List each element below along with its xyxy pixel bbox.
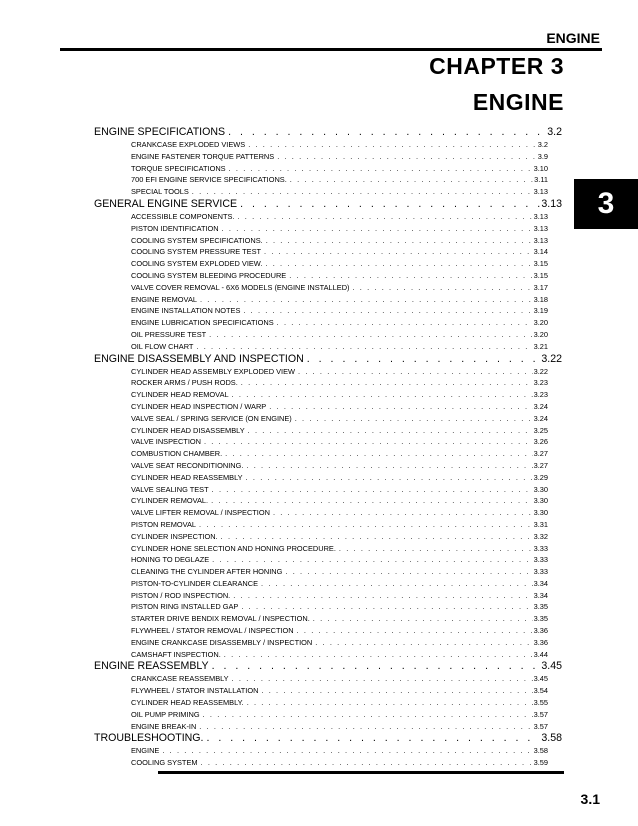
toc-entry-title: OIL PRESSURE TEST	[131, 329, 207, 339]
toc-entry[interactable]	[94, 625, 562, 637]
chapter-subtitle: ENGINE	[472, 89, 564, 115]
toc-entry-title: ENGINE	[131, 746, 160, 756]
dot-leader	[246, 460, 532, 472]
toc-entry[interactable]	[94, 294, 562, 306]
toc-entry-page: 3.15	[533, 270, 548, 280]
toc-entry[interactable]	[94, 341, 562, 353]
toc-entry[interactable]	[94, 270, 562, 282]
toc-entry-page: 3.33	[533, 567, 548, 577]
toc-entry[interactable]	[94, 174, 562, 186]
dot-leader	[277, 151, 537, 163]
toc-entry[interactable]	[94, 413, 562, 425]
dot-leader	[313, 613, 533, 625]
footer-rule	[158, 771, 564, 774]
toc-entry-page: 3.34	[533, 590, 548, 600]
toc-entry-title: CYLINDER HEAD REMOVAL	[131, 390, 229, 400]
toc-entry-page: 3.21	[533, 341, 548, 351]
toc-entry-title: CYLINDER REMOVAL.	[131, 496, 209, 506]
toc-entry-title: ENGINE INSTALLATION NOTES	[131, 306, 241, 316]
toc-entry-page: 3.25	[533, 425, 548, 435]
toc-section-page: 3.2	[547, 126, 562, 138]
toc-entry[interactable]	[94, 163, 562, 175]
dot-leader	[209, 329, 532, 341]
toc-entry-page: 3.55	[533, 698, 548, 708]
toc-entry-title: HONING TO DEGLAZE	[131, 555, 210, 565]
dot-leader	[211, 495, 533, 507]
toc-entry-title: CAMSHAFT INSPECTION.	[131, 649, 221, 659]
toc-entry-title: CYLINDER HEAD ASSEMBLY EXPLODED VIEW	[131, 366, 296, 376]
dot-leader	[225, 448, 532, 460]
toc-entry-title: 700 EFI ENGINE SERVICE SPECIFICATIONS.	[131, 175, 287, 185]
toc-entry-page: 3.24	[533, 401, 548, 411]
dot-leader	[199, 721, 532, 733]
table-of-contents	[94, 126, 562, 769]
toc-entry[interactable]	[94, 649, 562, 661]
toc-entry[interactable]	[94, 139, 562, 151]
dot-leader	[199, 519, 533, 531]
toc-entry[interactable]	[94, 685, 562, 697]
toc-entry-title: ACCESSIBLE COMPONENTS.	[131, 211, 235, 221]
toc-entry[interactable]	[94, 531, 562, 543]
toc-entry-title: CRANKCASE EXPLODED VIEWS	[131, 140, 246, 149]
toc-entry[interactable]	[94, 258, 562, 270]
dot-leader	[238, 211, 533, 223]
toc-entry-title: CYLINDER HEAD REASSEMBLY.	[131, 698, 244, 708]
toc-entry-title: ENGINE BREAK-IN	[131, 721, 197, 731]
toc-entry-page: 3.13	[533, 223, 548, 233]
toc-entry-page: 3.27	[533, 460, 548, 470]
toc-entry-title: VALVE COVER REMOVAL - 6X6 MODELS (ENGINE INSTALLED)	[131, 282, 350, 292]
toc-entry-title: CYLINDER HEAD INSPECTION / WARP	[131, 401, 267, 411]
page-number: 3.1	[580, 791, 600, 807]
dot-leader	[265, 258, 532, 270]
dot-leader	[261, 578, 533, 590]
dot-leader	[232, 389, 533, 401]
toc-entry[interactable]	[94, 305, 562, 317]
chapter-tab: 3	[574, 179, 638, 229]
dot-leader	[204, 436, 533, 448]
toc-entry-page: 3.31	[533, 519, 548, 529]
dot-leader	[212, 484, 533, 496]
dot-leader	[162, 745, 532, 757]
dot-leader	[247, 697, 533, 709]
toc-entry-title: FLYWHEEL / STATOR INSTALLATION	[131, 686, 259, 696]
toc-section[interactable]	[94, 732, 562, 745]
dot-leader	[221, 531, 533, 543]
header-rule	[60, 48, 602, 51]
dot-leader	[222, 223, 533, 235]
toc-entry-page: 3.36	[533, 626, 548, 636]
dot-leader	[192, 186, 533, 198]
toc-entry[interactable]	[94, 389, 562, 401]
toc-entry-title: VALVE SEAL / SPRING SERVICE (ON ENGINE)	[131, 413, 292, 423]
toc-entry[interactable]	[94, 613, 562, 625]
toc-section-title: ENGINE DISASSEMBLY AND INSPECTION	[94, 352, 304, 365]
toc-entry-page: 3.13	[533, 235, 548, 245]
toc-entry-page: 3.33	[533, 555, 548, 565]
toc-entry-page: 3.34	[533, 578, 548, 588]
toc-section[interactable]	[94, 353, 562, 366]
dot-leader	[277, 317, 533, 329]
toc-entry-page: 3.20	[533, 329, 548, 339]
toc-entry[interactable]	[94, 472, 562, 484]
dot-leader	[353, 282, 533, 294]
toc-entry-title: FLYWHEEL / STATOR REMOVAL / INSPECTION	[131, 626, 294, 636]
toc-entry-page: 3.36	[533, 637, 548, 647]
dot-leader	[289, 270, 532, 282]
dot-leader	[246, 472, 533, 484]
dot-leader	[261, 685, 532, 697]
dot-leader	[212, 660, 541, 673]
toc-entry-page: 3.23	[533, 378, 548, 388]
dot-leader	[273, 507, 533, 519]
toc-entry-page: 3.26	[533, 437, 548, 447]
toc-section-page: 3.58	[541, 732, 562, 745]
toc-entry-title: CYLINDER HEAD DISASSEMBLY	[131, 425, 245, 435]
toc-entry-page: 3.57	[533, 709, 548, 719]
toc-entry[interactable]	[94, 637, 562, 649]
toc-section-title: ENGINE SPECIFICATIONS	[94, 126, 226, 138]
toc-entry-title: PISTON REMOVAL	[131, 519, 197, 529]
toc-entry-page: 3.30	[533, 496, 548, 506]
toc-entry[interactable]	[94, 223, 562, 235]
dot-leader	[243, 305, 532, 317]
toc-entry-title: COOLING SYSTEM SPECIFICATIONS.	[131, 235, 263, 245]
toc-entry-title: COOLING SYSTEM BLEEDING PROCEDURE	[131, 270, 287, 280]
dot-leader	[224, 649, 533, 661]
toc-entry[interactable]	[94, 186, 562, 198]
dot-leader	[212, 554, 532, 566]
toc-entry-page: 3.17	[533, 282, 548, 292]
dot-leader	[264, 246, 533, 258]
toc-entry[interactable]	[94, 745, 562, 757]
toc-entry[interactable]	[94, 543, 562, 555]
toc-entry[interactable]	[94, 151, 562, 163]
toc-entry-title: PISTON RING INSTALLED GAP	[131, 602, 239, 612]
toc-entry[interactable]	[94, 366, 562, 378]
dot-leader	[206, 732, 540, 745]
toc-entry-title: ROCKER ARMS / PUSH RODS.	[131, 378, 238, 388]
dot-leader	[248, 139, 537, 151]
toc-entry-title: VALVE SEALING TEST	[131, 484, 209, 494]
toc-entry-title: COOLING SYSTEM EXPLODED VIEW.	[131, 259, 263, 269]
toc-entry[interactable]	[94, 673, 562, 685]
dot-leader	[290, 174, 533, 186]
toc-entry-page: 3.22	[533, 366, 548, 376]
toc-entry[interactable]	[94, 507, 562, 519]
dot-leader	[240, 198, 540, 211]
toc-entry-page: 3.15	[533, 259, 548, 269]
dot-leader	[241, 601, 532, 613]
toc-entry-page: 3.9	[537, 151, 548, 161]
toc-entry-page: 3.30	[533, 508, 548, 518]
toc-entry-page: 3.2	[537, 140, 548, 149]
toc-entry[interactable]	[94, 697, 562, 709]
chapter-title: CHAPTER 3	[429, 53, 564, 79]
toc-entry-title: ENGINE LUBRICATION SPECIFICATIONS	[131, 318, 274, 328]
toc-entry[interactable]	[94, 448, 562, 460]
toc-entry[interactable]	[94, 484, 562, 496]
toc-section-title: TROUBLESHOOTING.	[94, 732, 204, 745]
toc-entry-title: VALVE INSPECTION	[131, 437, 201, 447]
dot-leader	[297, 625, 533, 637]
toc-entry-title: OIL PUMP PRIMING	[131, 709, 200, 719]
toc-section-title: ENGINE REASSEMBLY	[94, 660, 209, 673]
toc-entry-title: ENGINE REMOVAL	[131, 294, 197, 304]
toc-entry-title: VALVE LIFTER REMOVAL / INSPECTION	[131, 508, 270, 518]
toc-entry-title: COMBUSTION CHAMBER.	[131, 449, 223, 459]
dot-leader	[201, 757, 533, 769]
toc-entry-title: COOLING SYSTEM PRESSURE TEST	[131, 247, 262, 257]
toc-entry-page: 3.57	[533, 721, 548, 731]
toc-entry-page: 3.32	[533, 531, 548, 541]
dot-leader	[196, 341, 532, 353]
dot-leader	[233, 590, 532, 602]
toc-entry-page: 3.23	[533, 390, 548, 400]
toc-section[interactable]	[94, 660, 562, 673]
toc-entry[interactable]	[94, 578, 562, 590]
toc-entry-page: 3.33	[533, 543, 548, 553]
dot-leader	[266, 235, 533, 247]
toc-entry[interactable]	[94, 554, 562, 566]
toc-entry-page: 3.29	[533, 472, 548, 482]
toc-entry-title: ENGINE FASTENER TORQUE PATTERNS	[131, 151, 275, 161]
toc-entry[interactable]	[94, 709, 562, 721]
toc-entry[interactable]	[94, 590, 562, 602]
toc-entry-page: 3.35	[533, 614, 548, 624]
toc-entry-title: COOLING SYSTEM	[131, 758, 198, 768]
toc-entry[interactable]	[94, 460, 562, 472]
toc-entry-page: 3.10	[533, 163, 548, 173]
dot-leader	[315, 637, 532, 649]
toc-entry[interactable]	[94, 377, 562, 389]
toc-entry-title: CRANKCASE REASSEMBLY	[131, 674, 229, 684]
toc-section-title: GENERAL ENGINE SERVICE	[94, 197, 238, 210]
toc-entry-page: 3.30	[533, 484, 548, 494]
toc-entry-page: 3.13	[533, 211, 548, 221]
toc-entry[interactable]	[94, 246, 562, 258]
toc-entry[interactable]	[94, 566, 562, 578]
toc-entry-title: PISTON IDENTIFICATION	[131, 223, 219, 233]
toc-entry[interactable]	[94, 317, 562, 329]
toc-entry-title: ENGINE CRANKCASE DISASSEMBLY / INSPECTION	[131, 637, 313, 647]
toc-entry-page: 3.19	[533, 306, 548, 316]
toc-entry-page: 3.59	[533, 758, 548, 768]
toc-section[interactable]	[94, 198, 562, 211]
toc-entry[interactable]	[94, 329, 562, 341]
toc-entry-page: 3.24	[533, 413, 548, 423]
dot-leader	[269, 401, 532, 413]
toc-entry-title: PISTON-TO-CYLINDER CLEARANCE	[131, 578, 259, 588]
toc-entry[interactable]	[94, 235, 562, 247]
toc-entry-title: STARTER DRIVE BENDIX REMOVAL / INSPECTION.	[131, 614, 310, 624]
dot-leader	[295, 413, 533, 425]
toc-entry-title: CLEANING THE CYLINDER AFTER HONING	[131, 567, 283, 577]
toc-section-page: 3.13	[541, 197, 562, 210]
toc-entry-title: OIL FLOW CHART	[131, 341, 194, 351]
dot-leader	[339, 543, 533, 555]
toc-entry-title: PISTON / ROD INSPECTION.	[131, 590, 231, 600]
toc-entry-title: CYLINDER HONE SELECTION AND HONING PROCEDURE.	[131, 543, 336, 553]
dot-leader	[248, 425, 533, 437]
dot-leader	[241, 377, 533, 389]
toc-entry-page: 3.44	[533, 649, 548, 659]
toc-section-page: 3.45	[541, 660, 562, 673]
toc-entry-title: CYLINDER HEAD REASSEMBLY	[131, 472, 243, 482]
toc-entry-title: CYLINDER INSPECTION.	[131, 531, 218, 541]
dot-leader	[307, 353, 541, 366]
toc-entry-page: 3.58	[533, 746, 548, 756]
dot-leader	[200, 294, 533, 306]
toc-entry[interactable]	[94, 211, 562, 223]
dot-leader	[229, 163, 533, 175]
toc-entry[interactable]	[94, 601, 562, 613]
toc-entry-page: 3.54	[533, 686, 548, 696]
toc-section-page: 3.22	[541, 352, 562, 365]
toc-entry-page: 3.35	[533, 602, 548, 612]
toc-entry-title: TORQUE SPECIFICATIONS	[131, 163, 226, 173]
toc-entry[interactable]	[94, 282, 562, 294]
toc-entry[interactable]	[94, 425, 562, 437]
toc-entry-title: SPECIAL TOOLS	[131, 187, 189, 197]
dot-leader	[232, 673, 533, 685]
toc-entry[interactable]	[94, 436, 562, 448]
toc-entry-page: 3.14	[533, 247, 548, 257]
toc-entry[interactable]	[94, 401, 562, 413]
running-header-title: ENGINE	[546, 30, 600, 46]
toc-entry[interactable]	[94, 757, 562, 769]
dot-leader	[203, 709, 533, 721]
toc-entry-page: 3.11	[534, 175, 548, 185]
toc-entry-page: 3.13	[533, 187, 548, 197]
toc-entry[interactable]	[94, 519, 562, 531]
dot-leader	[228, 126, 546, 139]
dot-leader	[285, 566, 532, 578]
toc-entry-page: 3.45	[533, 674, 548, 684]
toc-entry-page: 3.18	[533, 294, 548, 304]
toc-entry-page: 3.20	[533, 318, 548, 328]
toc-entry-title: VALVE SEAT RECONDITIONING.	[131, 460, 244, 470]
toc-section[interactable]	[94, 126, 562, 139]
dot-leader	[298, 366, 533, 378]
toc-entry[interactable]	[94, 495, 562, 507]
toc-entry-page: 3.27	[533, 449, 548, 459]
toc-entry[interactable]	[94, 721, 562, 733]
